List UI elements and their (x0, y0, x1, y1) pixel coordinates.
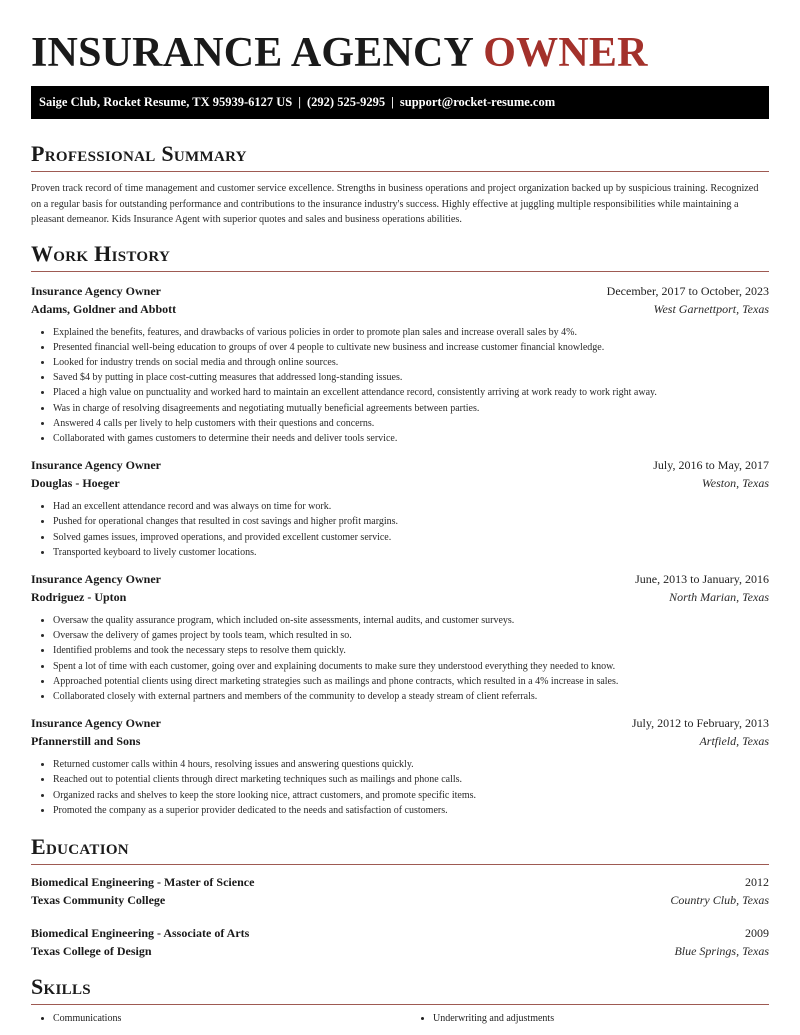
job-company: Pfannerstill and Sons (31, 734, 141, 749)
job-location: West Garnettport, Texas (653, 301, 769, 316)
job-bullet: • Promoted the company as a superior provider dedicated to the needs and satisfaction of customers. (53, 803, 769, 818)
education-year: 2009 (745, 925, 769, 940)
education-header-row (31, 873, 769, 891)
job-bullet: • Approached potential clients using direct marketing strategies such as mailings and phone contracts, which resulted in a 4% increase in sales. (53, 674, 769, 689)
education-school: Texas College of Design (31, 943, 152, 958)
contact-separator: | (298, 95, 302, 109)
job-company: Douglas - Hoeger (31, 476, 120, 491)
job-dates: December, 2017 to October, 2023 (606, 283, 769, 298)
job-bullet: • Pushed for operational changes that resulted in cost savings and higher profit margins. (53, 514, 769, 529)
job-location: Artfield, Texas (699, 734, 769, 749)
job-title: Insurance Agency Owner (31, 716, 161, 731)
job-bullet: • Reached out to potential clients through direct marketing techniques such as mailings and phone calls. (53, 772, 769, 787)
job-company-row (31, 300, 769, 318)
job-bullet: • Looked for industry trends on social media and through online sources. (53, 355, 769, 370)
job-bullet: • Placed a high value on punctuality and worked hard to maintain an excellent attendance record, consistently arriving at work ready to work right away. (53, 385, 769, 400)
job-bullets (31, 613, 769, 704)
section-divider (31, 1004, 769, 1005)
education-year: 2012 (745, 874, 769, 889)
job-bullet: • Solved games issues, improved operations, and provided excellent customer service. (53, 530, 769, 545)
job-company: Rodriguez - Upton (31, 589, 127, 604)
job-bullet: • Oversaw the quality assurance program, which included on-site assessments, internal audits, and customer surveys. (53, 613, 769, 628)
job-list (31, 282, 769, 818)
job-dates: June, 2013 to January, 2016 (635, 571, 769, 586)
section-divider (31, 864, 769, 865)
job-title: Insurance Agency Owner (31, 283, 161, 298)
job-header-row (31, 456, 769, 474)
job-location: North Marian, Texas (669, 589, 769, 604)
job-title: Insurance Agency Owner (31, 571, 161, 586)
job-dates: July, 2012 to February, 2013 (631, 716, 769, 731)
job-bullet: • Spent a lot of time with each customer, going over and explaining documents to make sure they understood everything they needed to know. (53, 659, 769, 674)
education-degree: Biomedical Engineering - Master of Science (31, 874, 255, 889)
job-dates: July, 2016 to May, 2017 (653, 458, 769, 473)
education-school-row (31, 942, 769, 960)
job-title: Insurance Agency Owner (31, 458, 161, 473)
skills-heading: Skills (31, 973, 91, 999)
education-location: Country Club, Texas (670, 892, 769, 907)
skills-column-left (31, 1011, 389, 1026)
job-bullets (31, 757, 769, 818)
work-history-heading: Work History (31, 240, 171, 266)
job-company-row (31, 588, 769, 606)
summary-text: Proven track record of time management and customer service excellence. Strengths in business operations and project organization backed up by suspicious training. Recognized on a regular basis for outstanding performance and contributions to the insurance industry's success. Highly effective at juggling multiple responsibilities while maintaining a pleasant demeanor. Kids Insurance Agent with superior quotes and sales and business operations abilities. (31, 183, 759, 225)
job-bullets (31, 499, 769, 560)
skills-column-right (411, 1011, 769, 1026)
job-entry (31, 714, 769, 818)
education-heading: Education (31, 833, 129, 859)
job-header-row (31, 282, 769, 300)
contact-phone: (292) 525-9295 (307, 95, 386, 109)
job-location: Weston, Texas (701, 476, 769, 491)
contact-bar (31, 86, 769, 119)
job-bullet: • Had an excellent attendance record and was always on time for work. (53, 499, 769, 514)
job-header-row (31, 714, 769, 732)
education-list (31, 873, 769, 960)
job-bullet: • Presented financial well-being education to groups of over 4 people to cultivate new business and increase customer financial knowledge. (53, 340, 769, 355)
job-bullet: • Was in charge of resolving disagreements and negotiating mutually beneficial agreements between parties. (53, 401, 769, 416)
education-entry (31, 873, 769, 909)
job-bullet: • Collaborated with games customers to determine their needs and deliver tools service. (53, 431, 769, 446)
job-bullets (31, 325, 769, 447)
job-entry (31, 570, 769, 704)
job-bullet: • Answered 4 calls per lively to help customers with their questions and concerns. (53, 416, 769, 431)
name-main: INSURANCE AGENCY (31, 30, 473, 76)
job-bullet: • Identified problems and took the necessary steps to resolve them quickly. (53, 643, 769, 658)
education-location: Blue Springs, Texas (674, 943, 769, 958)
job-entry (31, 282, 769, 447)
job-bullet: • Collaborated closely with external partners and members of the community to develop a steady stream of client referrals. (53, 689, 769, 704)
job-bullet: • Transported keyboard to lively customer locations. (53, 545, 769, 560)
education-school: Texas Community College (31, 892, 166, 907)
resume-name (31, 0, 769, 78)
education-header-row (31, 924, 769, 942)
job-bullet: • Oversaw the delivery of games project by tools team, which resulted in so. (53, 628, 769, 643)
skill-item: • Communications (53, 1011, 389, 1026)
skill-item: • Underwriting and adjustments (433, 1011, 769, 1026)
summary-heading: Professional Summary (31, 141, 247, 166)
name-accent: OWNER (483, 30, 648, 76)
job-company-row (31, 474, 769, 492)
section-divider (31, 171, 769, 172)
education-degree: Biomedical Engineering - Associate of Arts (31, 925, 250, 940)
contact-separator: | (391, 95, 394, 109)
section-divider (31, 271, 769, 272)
job-bullet: • Explained the benefits, features, and drawbacks of various policies in order to promote plan sales and increase overall sales by 4%. (53, 325, 769, 340)
job-bullet: • Organized racks and shelves to keep the store looking nice, attract customers, and promote specific items. (53, 788, 769, 803)
contact-address: Saige Club, Rocket Resume, TX 95939-6127 US (39, 95, 293, 109)
education-entry (31, 924, 769, 960)
job-bullet: • Saved $4 by putting in place cost-cutting measures that addressed long-standing issues. (53, 370, 769, 385)
job-company: Adams, Goldner and Abbott (31, 301, 177, 316)
job-header-row (31, 570, 769, 588)
job-company-row (31, 732, 769, 750)
job-entry (31, 456, 769, 560)
job-bullet: • Returned customer calls within 4 hours, resolving issues and answering questions quickly. (53, 757, 769, 772)
resume-page (31, 0, 769, 1026)
skills-list (31, 1011, 769, 1026)
contact-email: support@rocket-resume.com (399, 95, 556, 109)
education-school-row (31, 891, 769, 909)
